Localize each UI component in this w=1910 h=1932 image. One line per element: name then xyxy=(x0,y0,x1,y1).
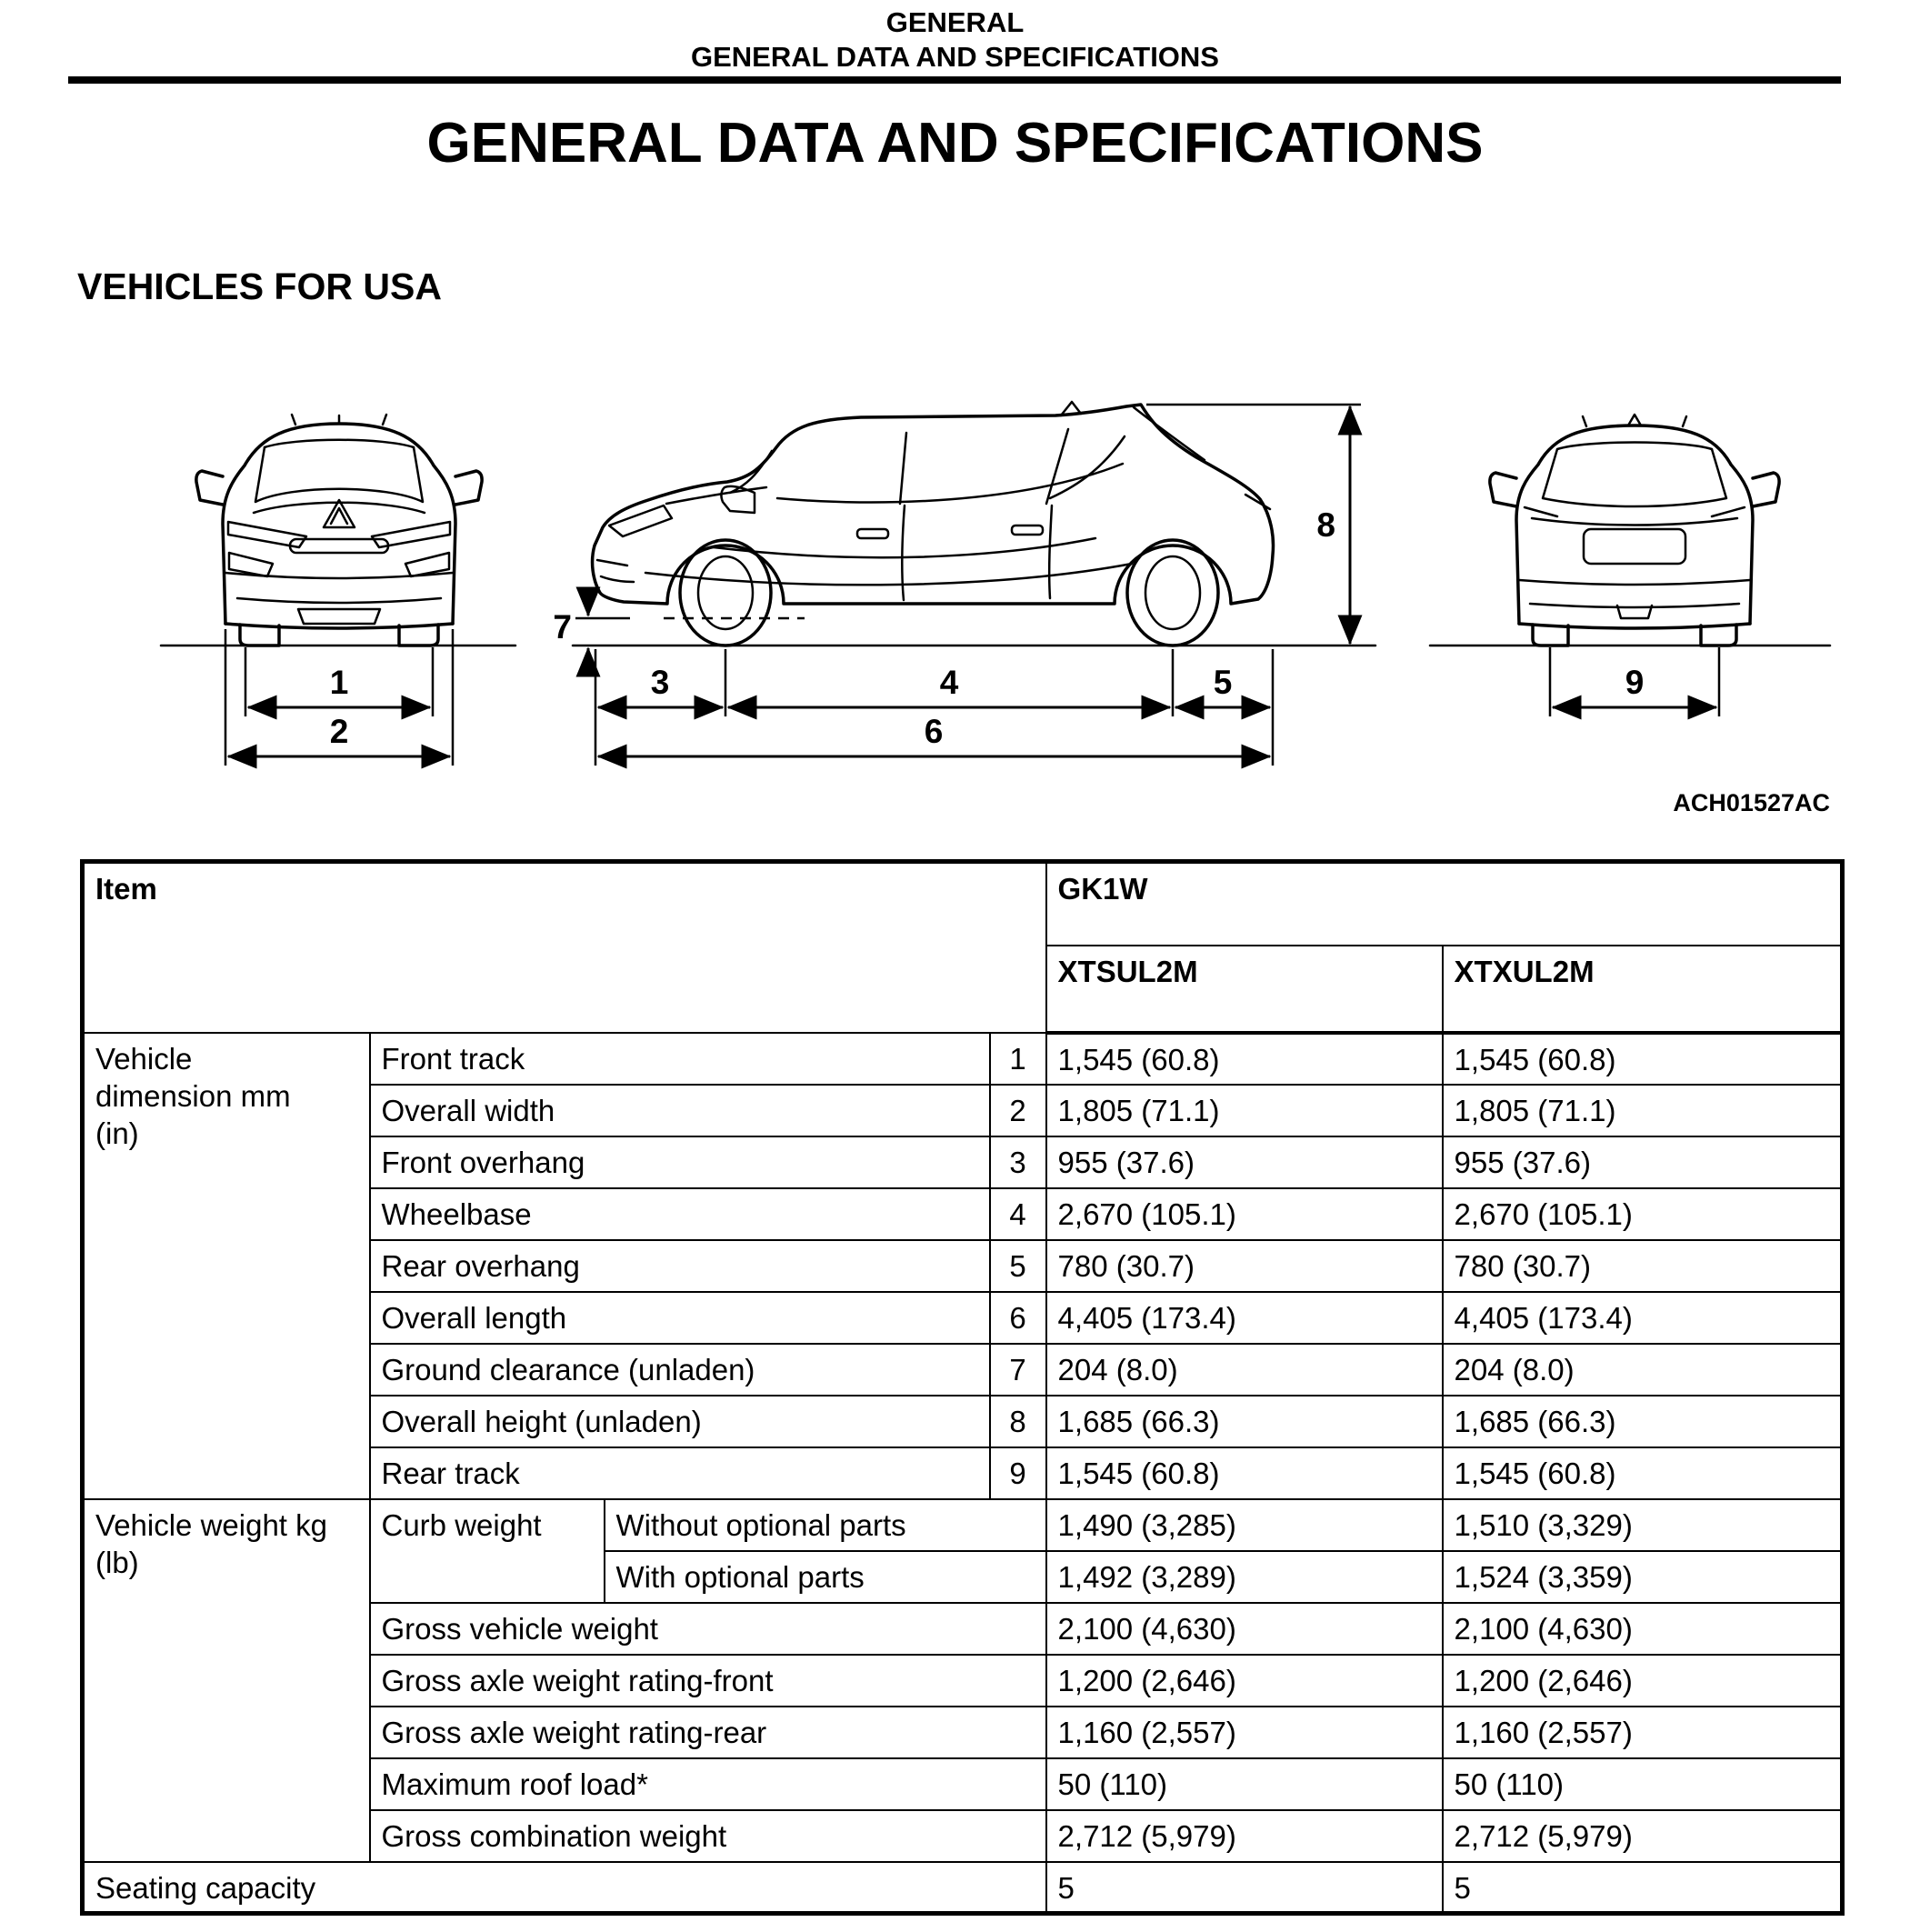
cell-row-label: With optional parts xyxy=(605,1551,1046,1603)
rear-left-taillight xyxy=(1525,507,1557,516)
cell-value-xtxul2m: 1,510 (3,329) xyxy=(1443,1499,1843,1551)
rear-left-mirror xyxy=(1490,473,1516,506)
rear-view-drawing xyxy=(1430,415,1830,716)
cell-value-xtxul2m: 204 (8.0) xyxy=(1443,1344,1843,1396)
dim-5-label: 5 xyxy=(1213,664,1233,701)
front-view-drawing xyxy=(161,415,515,766)
header-rule xyxy=(68,76,1841,84)
cell-value-xtxul2m: 780 (30.7) xyxy=(1443,1240,1843,1292)
cell-value-xtsul2m: 1,685 (66.3) xyxy=(1046,1396,1443,1447)
cell-group-dimension: Vehicle dimension mm (in) xyxy=(83,1033,370,1499)
cell-value-xtxul2m: 2,670 (105.1) xyxy=(1443,1188,1843,1240)
page-title: GENERAL DATA AND SPECIFICATIONS xyxy=(426,112,1484,175)
cell-value-xtxul2m: 4,405 (173.4) xyxy=(1443,1292,1843,1344)
cell-dim-number: 7 xyxy=(990,1344,1046,1396)
cell-value-xtsul2m: 4,405 (173.4) xyxy=(1046,1292,1443,1344)
cell-row-label: Gross axle weight rating-front xyxy=(370,1655,1046,1707)
side-rear-rim xyxy=(1145,556,1200,629)
cell-value-xtxul2m: 2,712 (5,979) xyxy=(1443,1810,1843,1862)
dim-2-label: 2 xyxy=(329,713,349,750)
table-row xyxy=(83,1033,1843,1085)
spec-table xyxy=(80,859,1845,1916)
vehicle-dimensions-figure xyxy=(77,391,1833,827)
cell-value-xtxul2m: 5 xyxy=(1443,1862,1843,1914)
cell-value-xtsul2m: 50 (110) xyxy=(1046,1758,1443,1810)
cell-value-xtsul2m: 955 (37.6) xyxy=(1046,1136,1443,1188)
cell-value-xtsul2m: 1,545 (60.8) xyxy=(1046,1033,1443,1085)
cell-row-label: Front overhang xyxy=(370,1136,990,1188)
cell-value-xtsul2m: 5 xyxy=(1046,1862,1443,1914)
cell-curb-weight: Curb weight xyxy=(370,1499,605,1603)
cell-value-xtsul2m: 1,490 (3,285) xyxy=(1046,1499,1443,1551)
front-left-headlight xyxy=(228,522,306,547)
cell-value-xtxul2m: 1,545 (60.8) xyxy=(1443,1033,1843,1085)
cell-row-label: Wheelbase xyxy=(370,1188,990,1240)
cell-row-label: Without optional parts xyxy=(605,1499,1046,1551)
cell-header-xtxul2m: XTXUL2M xyxy=(1443,946,1843,1033)
cell-group-weight: Vehicle weight kg (lb) xyxy=(83,1499,370,1862)
cell-dim-number: 2 xyxy=(990,1085,1046,1136)
cell-value-xtxul2m: 955 (37.6) xyxy=(1443,1136,1843,1188)
cell-header-gk1w: GK1W xyxy=(1046,862,1843,946)
section-heading: VEHICLES FOR USA xyxy=(77,265,442,307)
cell-dim-number: 3 xyxy=(990,1136,1046,1188)
dim-4-label: 4 xyxy=(939,664,959,701)
rear-right-mirror xyxy=(1753,473,1779,506)
cell-row-label: Rear overhang xyxy=(370,1240,990,1292)
page-header xyxy=(0,5,1910,75)
dim-3-label: 3 xyxy=(650,664,670,701)
cell-row-label: Ground clearance (unladen) xyxy=(370,1344,990,1396)
dim-9-label: 9 xyxy=(1625,664,1645,701)
cell-row-label: Front track xyxy=(370,1033,990,1085)
table-row xyxy=(83,1862,1843,1914)
front-door-handle xyxy=(857,529,888,538)
cell-value-xtsul2m: 1,492 (3,289) xyxy=(1046,1551,1443,1603)
cell-value-xtsul2m: 2,100 (4,630) xyxy=(1046,1603,1443,1655)
side-view-drawing xyxy=(553,402,1375,766)
cell-dim-number: 5 xyxy=(990,1240,1046,1292)
cell-row-label: Overall height (unladen) xyxy=(370,1396,990,1447)
cell-value-xtxul2m: 1,805 (71.1) xyxy=(1443,1085,1843,1136)
cell-value-xtsul2m: 1,200 (2,646) xyxy=(1046,1655,1443,1707)
figure-code: ACH01527AC xyxy=(1673,789,1830,816)
license-plate-recess xyxy=(1584,529,1685,564)
cell-dim-number: 1 xyxy=(990,1033,1046,1085)
cell-value-xtsul2m: 2,712 (5,979) xyxy=(1046,1810,1443,1862)
cell-value-xtxul2m: 1,524 (3,359) xyxy=(1443,1551,1843,1603)
front-right-mirror xyxy=(455,471,482,505)
cell-value-xtxul2m: 1,160 (2,557) xyxy=(1443,1707,1843,1758)
cell-dim-number: 6 xyxy=(990,1292,1046,1344)
cell-row-label: Overall length xyxy=(370,1292,990,1344)
rear-antenna-fin xyxy=(1628,415,1641,425)
rear-right-taillight xyxy=(1712,507,1745,516)
cell-row-label: Rear track xyxy=(370,1447,990,1499)
cell-value-xtxul2m: 1,545 (60.8) xyxy=(1443,1447,1843,1499)
cell-header-item: Item xyxy=(83,862,1046,1033)
dim-1-label: 1 xyxy=(329,664,349,701)
cell-value-xtsul2m: 204 (8.0) xyxy=(1046,1344,1443,1396)
dim-7-label: 7 xyxy=(553,608,572,646)
cell-value-xtsul2m: 1,805 (71.1) xyxy=(1046,1085,1443,1136)
header-section: GENERAL DATA AND SPECIFICATIONS xyxy=(691,40,1219,73)
dim-6-label: 6 xyxy=(924,713,944,750)
cell-header-xtsul2m: XTSUL2M xyxy=(1046,946,1443,1033)
dim-8-label: 8 xyxy=(1316,506,1335,544)
front-left-mirror xyxy=(196,471,223,505)
header-chapter: GENERAL xyxy=(885,6,1025,38)
cell-row-label: Gross vehicle weight xyxy=(370,1603,1046,1655)
cell-value-xtxul2m: 50 (110) xyxy=(1443,1758,1843,1810)
cell-value-xtxul2m: 1,200 (2,646) xyxy=(1443,1655,1843,1707)
cell-dim-number: 8 xyxy=(990,1396,1046,1447)
table-header-row-model xyxy=(83,862,1843,946)
side-headlight xyxy=(609,506,672,536)
table-row xyxy=(83,1499,1843,1551)
rear-door-handle xyxy=(1012,526,1043,535)
cell-row-label: Gross axle weight rating-rear xyxy=(370,1707,1046,1758)
cell-dim-number: 4 xyxy=(990,1188,1046,1240)
cell-value-xtsul2m: 1,545 (60.8) xyxy=(1046,1447,1443,1499)
front-grille xyxy=(290,539,388,553)
cell-value-xtsul2m: 1,160 (2,557) xyxy=(1046,1707,1443,1758)
cell-value-xtxul2m: 1,685 (66.3) xyxy=(1443,1396,1843,1447)
front-right-headlight xyxy=(372,522,450,547)
cell-value-xtxul2m: 2,100 (4,630) xyxy=(1443,1603,1843,1655)
cell-row-label: Gross combination weight xyxy=(370,1810,1046,1862)
cell-dim-number: 9 xyxy=(990,1447,1046,1499)
cell-value-xtsul2m: 2,670 (105.1) xyxy=(1046,1188,1443,1240)
cell-row-label: Maximum roof load* xyxy=(370,1758,1046,1810)
cell-seating-label: Seating capacity xyxy=(83,1862,1046,1914)
brand-logo-icon xyxy=(324,500,355,527)
cell-row-label: Overall width xyxy=(370,1085,990,1136)
cell-value-xtsul2m: 780 (30.7) xyxy=(1046,1240,1443,1292)
